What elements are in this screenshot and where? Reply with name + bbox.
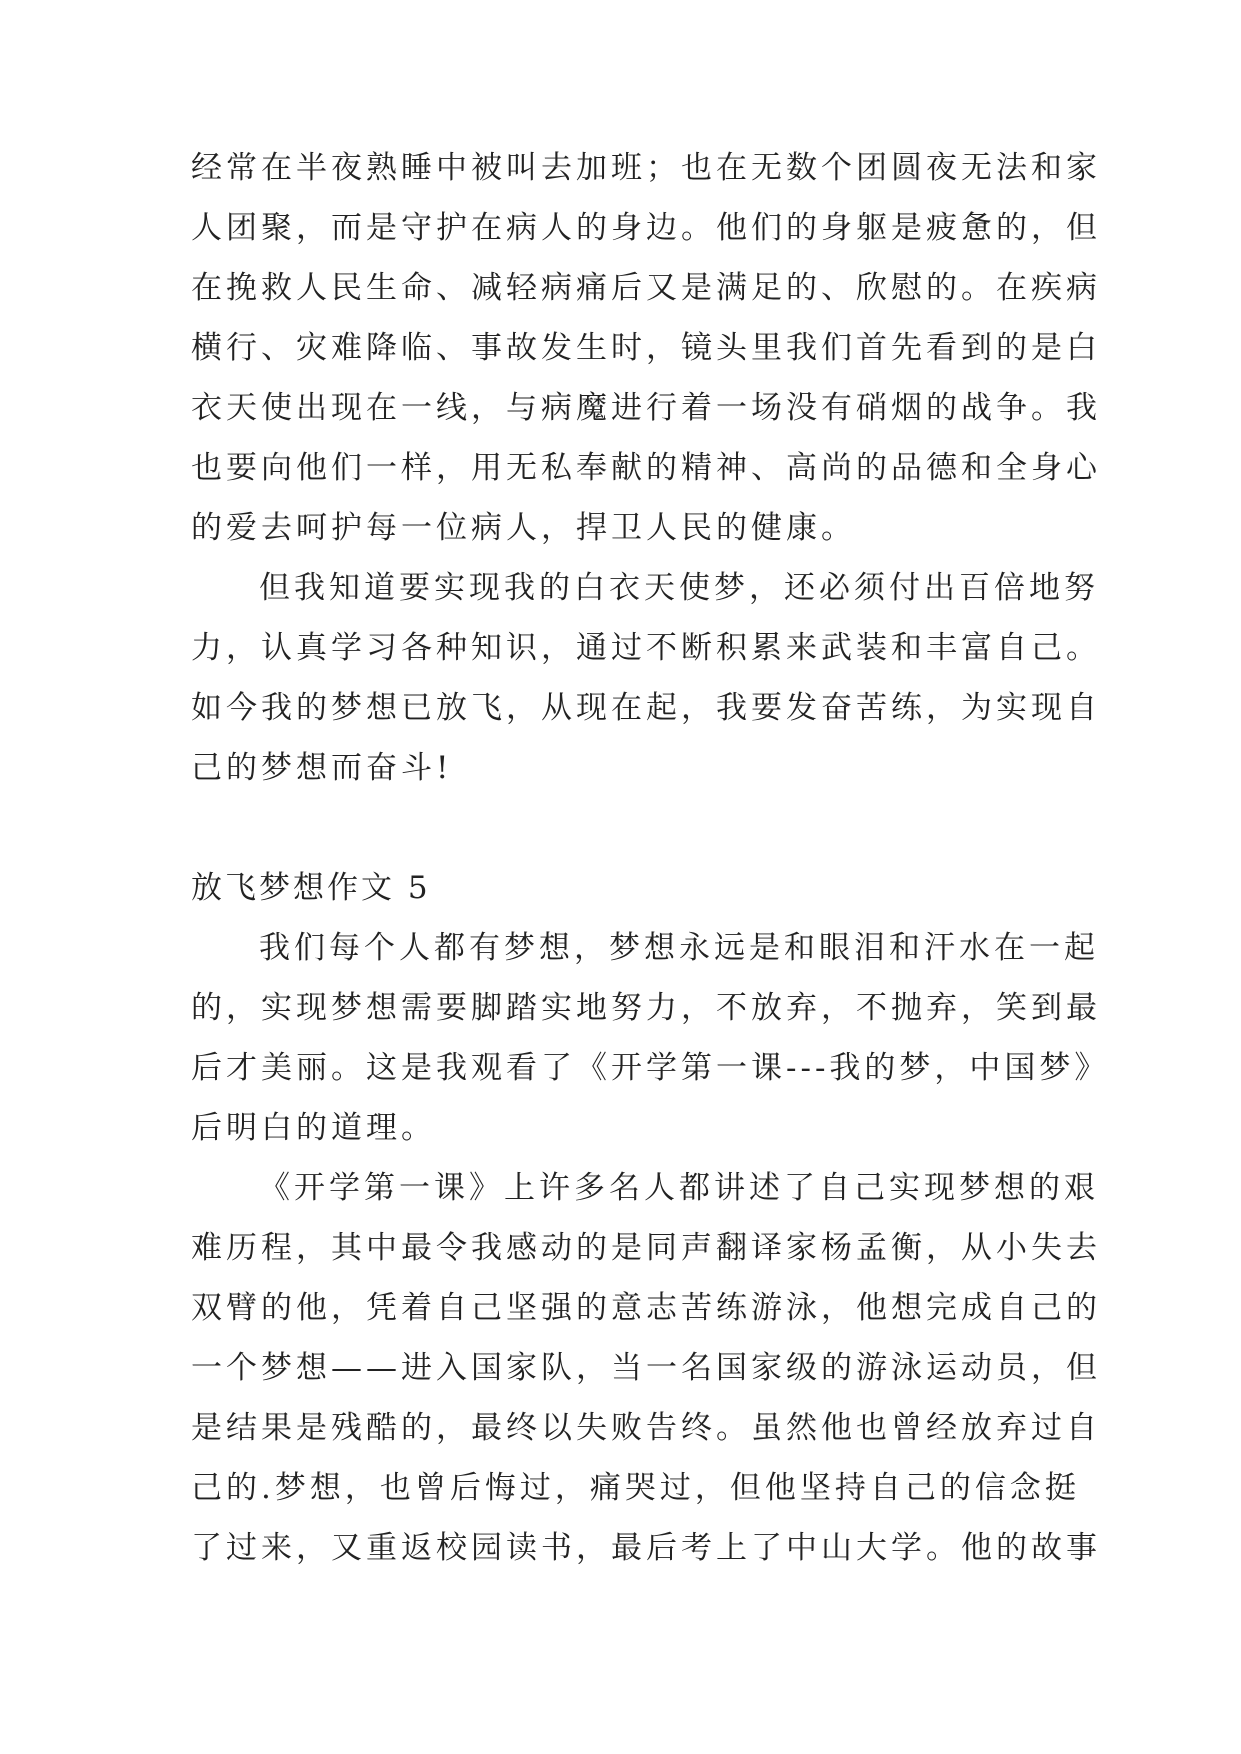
text-line: 在挽救人民生命、减轻病痛后又是满足的、欣慰的。在疾病 xyxy=(191,270,1101,306)
paragraph-continued xyxy=(191,138,1101,558)
section-heading: 放飞梦想作文 5 xyxy=(191,870,431,906)
document-page xyxy=(191,138,1110,1578)
text-line: 横行、灾难降临、事故发生时，镜头里我们首先看到的是白 xyxy=(191,330,1101,366)
text-line: 人团聚，而是守护在病人的身边。他们的身躯是疲惫的，但 xyxy=(191,210,1101,246)
text-line: 《开学第一课》上许多名人都讲述了自己实现梦想的艰 xyxy=(259,1170,1099,1206)
text-line: 是结果是残酷的，最终以失败告终。虽然他也曾经放弃过自 xyxy=(191,1410,1101,1446)
text-line: 的爱去呵护每一位病人，捍卫人民的健康。 xyxy=(191,510,856,546)
text-line: 也要向他们一样，用无私奉献的精神、高尚的品德和全身心 xyxy=(191,450,1101,486)
text-line: 如今我的梦想已放飞，从现在起，我要发奋苦练，为实现自 xyxy=(191,690,1101,726)
text-line: 衣天使出现在一线，与病魔进行着一场没有硝烟的战争。我 xyxy=(191,390,1101,426)
text-line: 双臂的他，凭着自己坚强的意志苦练游泳，他想完成自己的 xyxy=(191,1290,1101,1326)
text-line: 难历程，其中最令我感动的是同声翻译家杨孟衡，从小失去 xyxy=(191,1230,1101,1266)
text-line: 己的.梦想，也曾后悔过，痛哭过，但他坚持自己的信念挺 xyxy=(191,1470,1080,1506)
text-line: 了过来，又重返校园读书，最后考上了中山大学。他的故事 xyxy=(191,1530,1101,1566)
text-line: 己的梦想而奋斗! xyxy=(191,750,453,786)
paragraph-everyone-has-dreams xyxy=(191,918,1110,1158)
text-line: 的，实现梦想需要脚踏实地努力，不放弃，不抛弃，笑到最 xyxy=(191,990,1101,1026)
text-line: 后才美丽。这是我观看了《开学第一课---我的梦，中国梦》 xyxy=(191,1050,1110,1086)
text-line: 经常在半夜熟睡中被叫去加班；也在无数个团圆夜无法和家 xyxy=(191,150,1101,186)
section-gap xyxy=(191,798,1071,858)
paragraph-first-class xyxy=(191,1158,1101,1578)
text-line: 一个梦想——进入国家队，当一名国家级的游泳运动员，但 xyxy=(191,1350,1101,1386)
text-line: 但我知道要实现我的白衣天使梦，还必须付出百倍地努 xyxy=(259,570,1099,606)
text-line: 后明白的道理。 xyxy=(191,1110,436,1146)
text-line: 力，认真学习各种知识，通过不断积累来武装和丰富自己。 xyxy=(191,630,1101,666)
text-line: 我们每个人都有梦想，梦想永远是和眼泪和汗水在一起 xyxy=(259,930,1099,966)
paragraph-white-angel-dream xyxy=(191,558,1101,798)
